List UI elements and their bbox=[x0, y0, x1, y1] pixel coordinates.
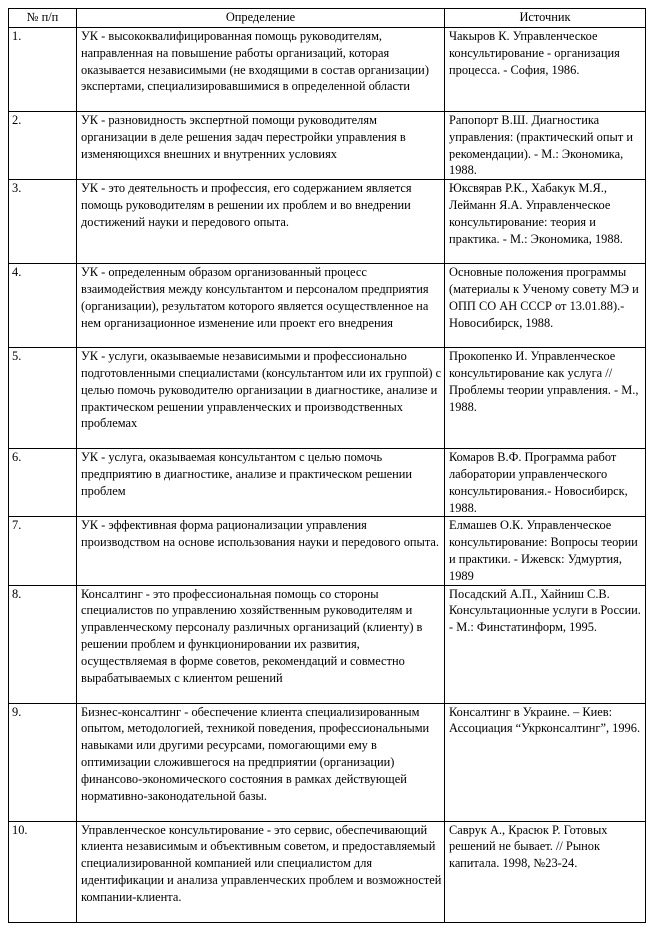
row-source: Основные положения программы (материалы к Ученому совету МЭ и ОПП СО АН СССР от 13.01.88).- Новосибирск, 1988. bbox=[445, 264, 646, 348]
table-row bbox=[9, 585, 646, 703]
table-row bbox=[9, 112, 646, 180]
row-definition: УК - услуги, оказываемые независимыми и профессионально подготовленными специалистами (консультантом или их группой) с целью помочь руководителю организации в диагностике, анализе и практическом решении управленческих и производственных проблемах bbox=[77, 348, 445, 449]
row-source: Комаров В.Ф. Программа работ лаборатории управленческого консультирования.- Новосибирск, 1988. bbox=[445, 449, 646, 517]
row-number: 9. bbox=[9, 703, 77, 821]
header-row bbox=[9, 9, 646, 28]
row-source: Юксвярав Р.К., Хабакук М.Я., Лейманн Я.А. Управленческое консультирование: теория и практика. - М.: Экономика, 1988. bbox=[445, 180, 646, 264]
header-num: № п/п bbox=[9, 9, 77, 28]
row-source: Консалтинг в Украине. – Киев: Ассоциация “Укрконсалтинг”, 1996. bbox=[445, 703, 646, 821]
row-definition: УК - эффективная форма рационализации управления производством на основе использования науки и передового опыта. bbox=[77, 517, 445, 585]
row-definition: Бизнес-консалтинг - обеспечение клиента специализированным опытом, методологией, техникой поведения, профессиональными навыками или другими ресурсами, помогающими ему в оптимизации сложившегося на предприятии (организации) финансово-экономического состояния в рамках действующей нормативно-законодательной базы. bbox=[77, 703, 445, 821]
row-definition: УК - разновидность экспертной помощи руководителям организации в деле решения задач перестройки управления в изменяющихся внешних и внутренних условиях bbox=[77, 112, 445, 180]
table-row bbox=[9, 180, 646, 264]
row-source: Елмашев О.К. Управленческое консультирование: Вопросы теории и практики. - Ижевск: Удмуртия, 1989 bbox=[445, 517, 646, 585]
row-number: 10. bbox=[9, 821, 77, 922]
row-number: 4. bbox=[9, 264, 77, 348]
row-number: 7. bbox=[9, 517, 77, 585]
row-number: 8. bbox=[9, 585, 77, 703]
row-definition: УК - услуга, оказываемая консультантом с целью помочь предприятию в диагностике, анализе и практическом решении проблем bbox=[77, 449, 445, 517]
row-number: 6. bbox=[9, 449, 77, 517]
table-row bbox=[9, 264, 646, 348]
row-number: 5. bbox=[9, 348, 77, 449]
row-number: 3. bbox=[9, 180, 77, 264]
row-definition: Управленческое консультирование - это сервис, обеспечивающий клиента независимым и объективным советом, и предоставляемый специализированной компанией или специалистом для идентификации и анализа управленческих проблем и возможностей компании-клиента. bbox=[77, 821, 445, 922]
row-definition: Консалтинг - это профессиональная помощь со стороны специалистов по управлению хозяйственным руководителям и управленческому персоналу различных организаций (клиенту) в решении проблем и функционировании их развития, осуществляемая в форме советов, рекомендаций и совместно вырабатываемых с клиентом решений bbox=[77, 585, 445, 703]
table-row bbox=[9, 449, 646, 517]
row-number: 1. bbox=[9, 28, 77, 112]
row-source: Чакыров К. Управленческое консультирование - организация процесса. - София, 1986. bbox=[445, 28, 646, 112]
row-source: Прокопенко И. Управленческое консультирование как услуга // Проблемы теории управления. - М., 1988. bbox=[445, 348, 646, 449]
definitions-table bbox=[8, 8, 646, 923]
header-source: Источник bbox=[445, 9, 646, 28]
table-row bbox=[9, 348, 646, 449]
row-source: Рапопорт В.Ш. Диагностика управления: (практический опыт и рекомендации). - М.: Экономика, 1988. bbox=[445, 112, 646, 180]
table-row bbox=[9, 28, 646, 112]
row-number: 2. bbox=[9, 112, 77, 180]
row-source: Саврук А., Красюк Р. Готовых решений не бывает. // Рынок капитала. 1998, №23-24. bbox=[445, 821, 646, 922]
table-row bbox=[9, 703, 646, 821]
table-row bbox=[9, 821, 646, 922]
row-definition: УК - это деятельность и профессия, его содержанием является помощь руководителям в решении их проблем и во внедрении достижений науки и передового опыта. bbox=[77, 180, 445, 264]
table-row bbox=[9, 517, 646, 585]
row-definition: УК - определенным образом организованный процесс взаимодействия между консультантом и персоналом предприятия (организации), результатом которого является осуществленное на нем организационное изменение или проект его внедрения bbox=[77, 264, 445, 348]
row-definition: УК - высококвалифицированная помощь руководителям, направленная на повышение работы организаций, которая оказывается независимыми (не входящими в состав организации) экспертами, специализировавшимися в определенной области bbox=[77, 28, 445, 112]
header-definition: Определение bbox=[77, 9, 445, 28]
row-source: Посадский А.П., Хайниш С.В. Консультационные услуги в России. - М.: Финстатинформ, 1995. bbox=[445, 585, 646, 703]
